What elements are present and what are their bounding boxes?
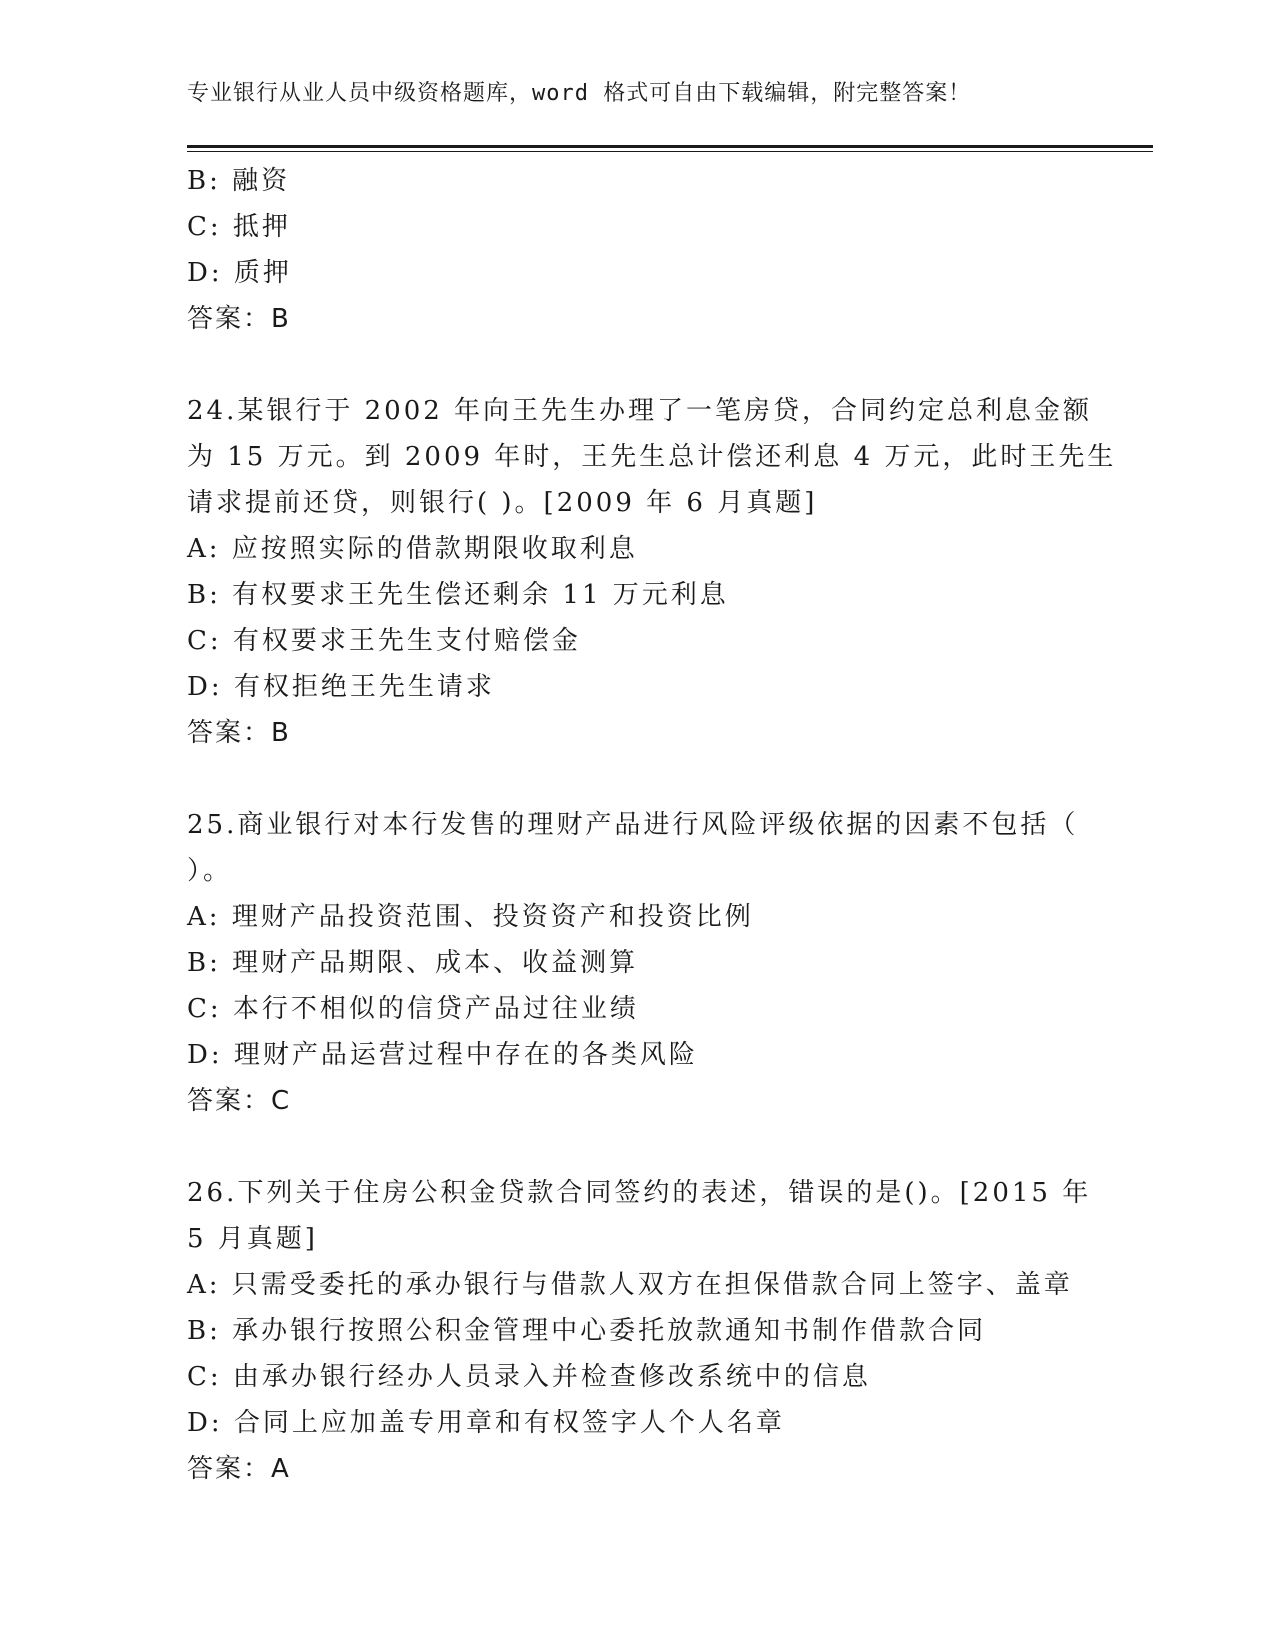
option-b: B: 理财产品期限、成本、收益测算 <box>187 948 639 978</box>
option-c: C: 由承办银行经办人员录入并检查修改系统中的信息 <box>187 1362 871 1392</box>
question-25 <box>187 802 1087 1124</box>
option-d: D: 有权拒绝王先生请求 <box>187 672 495 702</box>
option-c: C: 有权要求王先生支付赔偿金 <box>187 626 581 656</box>
header-rule-thick <box>187 145 1153 148</box>
answer-line: 答案：B <box>187 304 291 334</box>
question-26 <box>187 1170 1092 1492</box>
option-d: D: 质押 <box>187 258 292 288</box>
header-rule-thin <box>187 151 1153 152</box>
question-stem-line: 5 月真题] <box>187 1224 318 1254</box>
option-b: B: 有权要求王先生偿还剩余 11 万元利息 <box>187 580 729 610</box>
answer-line: 答案：A <box>187 1454 291 1484</box>
question-stem-line: 请求提前还贷，则银行( )。[2009 年 6 月真题] <box>187 488 818 518</box>
spacer <box>187 1124 1087 1170</box>
answer-line: 答案：B <box>187 718 291 748</box>
answer-line: 答案：C <box>187 1086 292 1116</box>
continued-question <box>187 158 1087 342</box>
option-c: C: 本行不相似的信贷产品过往业绩 <box>187 994 639 1024</box>
option-d: D: 理财产品运营过程中存在的各类风险 <box>187 1040 698 1070</box>
spacer <box>187 342 1087 388</box>
option-d: D: 合同上应加盖专用章和有权签字人个人名章 <box>187 1408 785 1438</box>
option-b: B: 融资 <box>187 166 291 196</box>
question-stem-line: 24.某银行于 2002 年向王先生办理了一笔房贷，合同约定总利息金额 <box>187 396 1093 426</box>
question-24 <box>187 388 1117 756</box>
question-stem-line: 26.下列关于住房公积金贷款合同签约的表述，错误的是()。[2015 年 <box>187 1178 1092 1208</box>
document-content <box>187 158 1117 1492</box>
option-a: A: 应按照实际的借款期限收取利息 <box>187 534 638 564</box>
page-header: 专业银行从业人员中级资格题库，word 格式可自由下载编辑，附完整答案！ <box>187 81 972 106</box>
option-a: A: 只需受委托的承办银行与借款人双方在担保借款合同上签字、盖章 <box>187 1270 1073 1300</box>
question-stem-line: 为 15 万元。到 2009 年时，王先生总计偿还利息 4 万元，此时王先生 <box>187 442 1117 472</box>
question-stem-line: ）。 <box>187 856 233 886</box>
option-c: C: 抵押 <box>187 212 291 242</box>
option-b: B: 承办银行按照公积金管理中心委托放款通知书制作借款合同 <box>187 1316 987 1346</box>
question-stem-line: 25.商业银行对本行发售的理财产品进行风险评级依据的因素不包括（ <box>187 810 1079 840</box>
option-a: A: 理财产品投资范围、投资资产和投资比例 <box>187 902 754 932</box>
spacer <box>187 756 1087 802</box>
